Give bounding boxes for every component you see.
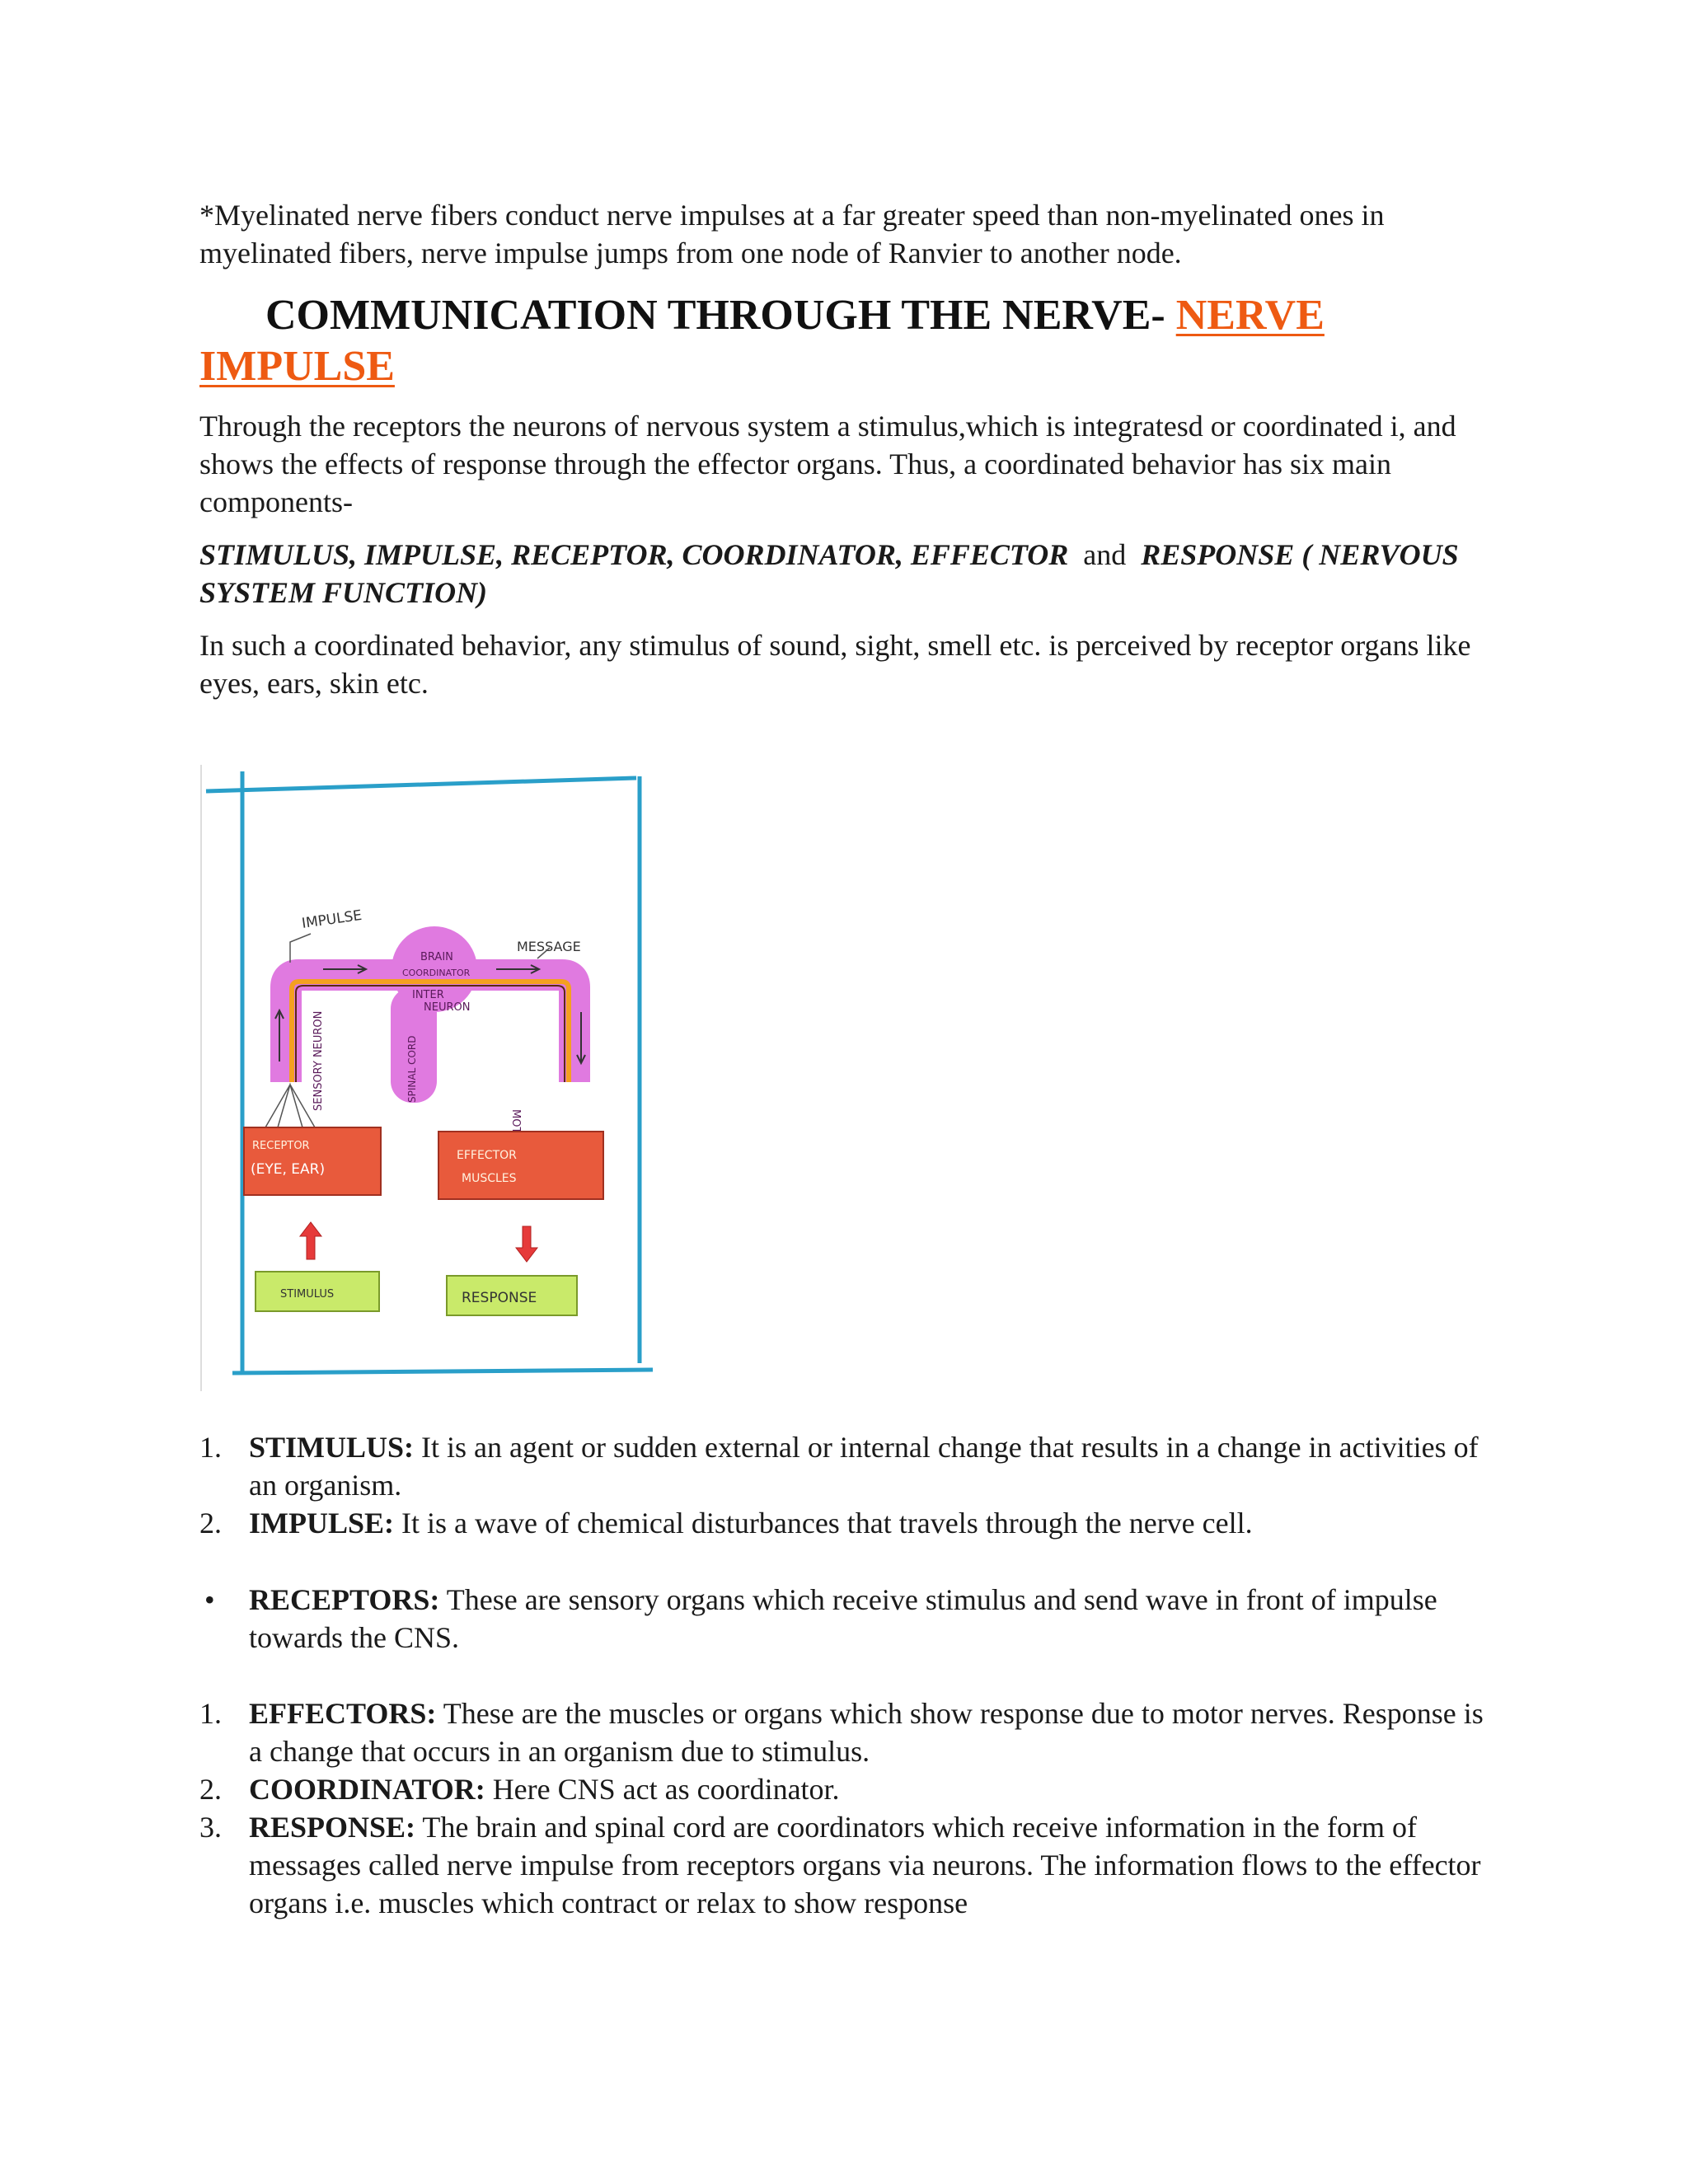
frame-bottom <box>232 1370 653 1373</box>
label-effector: EFFECTOR <box>457 1149 517 1162</box>
frame-top <box>206 778 636 791</box>
label-coordinator: COORDINATOR <box>402 968 471 978</box>
label-message: MESSAGE <box>517 939 581 954</box>
term-receptors: RECEPTORS: <box>249 1583 440 1616</box>
components-list: STIMULUS, IMPULSE, RECEPTOR, COORDINATOR, EFFECTOR <box>199 538 1069 571</box>
label-neuron: NEURON <box>424 1001 471 1014</box>
label-spinal-cord: SPINAL CORD <box>406 1035 418 1103</box>
list-item: • RECEPTORS: These are sensory organs which receive stimulus and send wave in front of impulse towards the CNS. <box>204 1583 1437 1654</box>
definitions-list-b <box>199 1581 1502 1657</box>
nervous-system-diagram <box>199 765 661 1396</box>
components-and: and <box>1083 538 1127 571</box>
label-impulse: IMPULSE <box>300 907 363 932</box>
components-last: RESPONSE ( NERVOUS SYSTEM FUNCTION) <box>199 538 1459 609</box>
label-muscles: MUSCLES <box>462 1172 517 1185</box>
list-item: 2. IMPULSE: It is a wave of chemical disturbances that travels through the nerve cell. <box>199 1507 1253 1540</box>
list-item: 3. RESPONSE: The brain and spinal cord are coordinators which receive information in the form of messages called nerve impulse from receptors organs via neurons. The information flows to the effector organs i.e. muscles which contract or relax to show response <box>199 1811 1481 1919</box>
label-brain: BRAIN <box>420 951 453 963</box>
section-heading <box>199 290 1502 392</box>
intro-note: *Myelinated nerve fibers conduct nerve impulses at a far greater speed than non-myelinated ones in myelinated fibers, nerve impulse jumps from one node of Ranvier to another node. <box>199 199 1385 269</box>
paragraph-receptors: Through the receptors the neurons of nervous system a stimulus,which is integratesd or coordinated i, and shows the effects of response through the effector organs. Thus, a coordinated behavior has six main components- <box>199 410 1456 518</box>
label-receptor: RECEPTOR <box>252 1140 310 1152</box>
document-body <box>199 196 1502 702</box>
response-down-arrow <box>516 1226 537 1262</box>
term-coordinator: COORDINATOR: <box>249 1773 485 1806</box>
label-inter: INTER <box>412 989 444 1001</box>
definitions-list-a <box>199 1428 1502 1542</box>
term-impulse: IMPULSE: <box>249 1507 395 1540</box>
list-item: 1. STIMULUS: It is an agent or sudden external or internal change that results in a change in activities of an organism. <box>199 1431 1479 1502</box>
heading-text: COMMUNICATION THROUGH THE NERVE- <box>265 292 1165 339</box>
label-stimulus: STIMULUS <box>280 1288 335 1301</box>
list-item: 2. COORDINATOR: Here CNS act as coordinator. <box>199 1773 840 1806</box>
term-response: RESPONSE: <box>249 1811 416 1844</box>
definitions-list-c <box>199 1694 1502 1922</box>
stimulus-up-arrow <box>300 1222 321 1259</box>
paragraph-coordinated-behavior: In such a coordinated behavior, any stimulus of sound, sight, smell etc. is perceived by receptor organs like eyes, ears, skin etc. <box>199 629 1471 700</box>
term-effectors: EFFECTORS: <box>249 1697 437 1730</box>
term-stimulus: STIMULUS: <box>249 1431 415 1464</box>
components-line <box>199 536 1502 612</box>
list-item: 1. EFFECTORS: These are the muscles or organs which show response due to motor nerves. Response is a change that occurs in an organism due to stimulus. <box>199 1697 1484 1768</box>
label-response: RESPONSE <box>462 1290 537 1306</box>
effector-box <box>438 1132 603 1199</box>
nerve-impulse-link[interactable]: NERVE IMPULSE <box>199 292 1325 390</box>
label-eye-ear: (EYE, EAR) <box>251 1161 326 1178</box>
label-sensory-neuron: SENSORY NEURON <box>312 1010 325 1111</box>
